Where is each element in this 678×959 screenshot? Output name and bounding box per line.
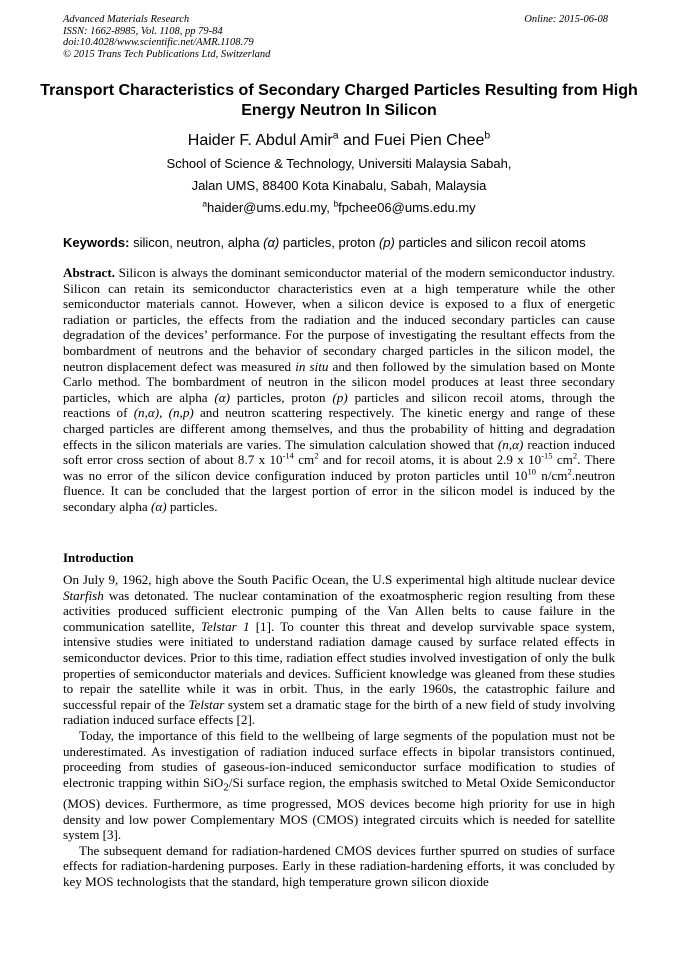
- keywords: [63, 235, 623, 250]
- text-segment: cm: [552, 452, 573, 468]
- text-segment: -14: [282, 450, 294, 461]
- text-segment: particles, proton: [279, 235, 379, 250]
- keywords-label: Keywords:: [63, 235, 130, 250]
- text-segment: silicon, neutron, alpha: [129, 235, 264, 250]
- emails: [40, 200, 638, 215]
- text-segment: (α): [214, 389, 231, 405]
- abstract: [63, 265, 615, 515]
- text-segment: (p): [378, 235, 395, 250]
- text-segment: Telstar: [188, 696, 225, 712]
- email-2-mark: b: [333, 198, 339, 209]
- email-1-mark: a: [202, 198, 208, 209]
- text-segment: cm: [293, 452, 315, 468]
- abstract-label: Abstract.: [63, 265, 115, 280]
- text-segment: particles, proton: [230, 389, 333, 405]
- text-segment: (p): [332, 389, 348, 405]
- text-segment: The subsequent demand for radiation-hardened CMOS devices further spurred on studies of surface effects for radiation-hardening purposes. Early in these radiation-hardening efforts, it was concluded by key MOS technologists that the standard, high temperature grown silicon dioxide: [63, 842, 615, 889]
- doi: doi:10.4028/www.scientific.net/AMR.1108.79: [63, 37, 254, 48]
- text-segment: and neutron scattering respectively. The kinetic energy and range of these charged particles are different among themselves, and thus the probability of hitting and degradation effects in the silicon materials are varies. The simulation calculation showed that: [63, 405, 615, 452]
- author-2: Fuei Pien Chee: [374, 132, 485, 149]
- paper-title: Transport Characteristics of Secondary Charged Particles Resulting from High Energy Neutron In Silicon: [40, 82, 638, 119]
- text-segment: 2: [567, 466, 572, 477]
- text-segment: (n,α), (n,p): [133, 405, 194, 421]
- text-segment: reaction induced soft error cross section of about 8.7 x 10: [63, 436, 615, 468]
- online-date: Online: 2015-06-08: [524, 14, 608, 25]
- text-segment: /Si surface region, the emphasis switched to Metal Oxide Semiconductor (MOS) devices. Furthermore, as time progressed, MOS devices become high priority for use in high density and low power Complementary MOS (CMOS) integrated circuits which is needed for satellite system [3].: [63, 774, 615, 843]
- paragraph: [63, 843, 615, 890]
- keywords-text: [129, 235, 585, 250]
- text-segment: (α): [150, 498, 167, 514]
- email-2[interactable]: fpchee06@ums.edu.my: [338, 200, 476, 215]
- text-segment: Today, the importance of this field to the wellbeing of large segments of the population must not be underestimated. As investigation of radiation induced surface effects in bipolar transistors continued, proceeding from studies of gaseous-ion-induced semiconductor surface modification to studies of electronic trapping within SiO: [63, 727, 615, 790]
- author-conjunction: and: [338, 132, 375, 149]
- text-segment: system set a dramatic stage for the birth of a new field of study involving radiation induced surface effects [2].: [63, 696, 615, 728]
- text-segment: particles.: [166, 498, 218, 514]
- text-segment: 2: [314, 450, 319, 461]
- copyright: © 2015 Trans Tech Publications Ltd, Switzerland: [63, 48, 271, 60]
- text-segment: (α): [263, 235, 280, 250]
- text-segment: particles and silicon recoil atoms: [394, 235, 586, 250]
- text-segment: (n,α): [497, 436, 524, 452]
- email-1[interactable]: haider@ums.edu.my,: [207, 200, 334, 215]
- author-2-mark: b: [484, 130, 491, 142]
- text-segment: and then followed by the simulation based on Monte Carlo method. The bombardment of neutron in the silicon model produces at least three secondary particles, which are alpha: [63, 358, 615, 405]
- text-segment: . There was no error of the silicon device configuration induced by proton particles until 10: [63, 452, 615, 483]
- text-segment: and for recoil atoms, it is about 2.9 x 10: [318, 452, 542, 468]
- text-segment: [1]. To counter this threat and develop survivable space system, intensive studies were initiated to understand radiation damage caused by surface related effects in semiconductor devices. Prior to this time, radiation effect studies involved investigation of only the bulk properties of semiconductor materials and devices. Sufficient knowledge was gleaned from these studies to repair the satellite while it was in orbit. Thus, in the early 1960s, the catastrophic failure and successful repair of the: [63, 618, 615, 712]
- affiliation-line-2: Jalan UMS, 88400 Kota Kinabalu, Sabah, Malaysia: [191, 178, 487, 193]
- text-segment: On July 9, 1962, high above the South Pacific Ocean, the U.S experimental high altitude nuclear device: [63, 572, 615, 587]
- section-heading-introduction: Introduction: [63, 550, 134, 565]
- author-1: Haider F. Abdul Amir: [187, 132, 333, 149]
- text-segment: Silicon is always the dominant semiconductor material of the modern semiconductor industry. Silicon can retain its semiconductor characteristics even at a high temperature while the other semiconductor materials cannot. However, when a silicon device is exposed to a flux of energetic radiation or particles, the effects from the radiation and the induced secondary particles can cause degradation of the devices’ performance. For the purpose of investigating the resultant effects from the bombardment of neutrons and the behavior of secondary charged particles in the silicon model, the neutron displacement defect was measured: [63, 265, 615, 374]
- text-segment: 2: [572, 450, 578, 461]
- text-segment: was detonated. The nuclear contamination of the exoatmospheric region resulting from these activities produced sufficient electronic pumping of the Van Allen belts to cause failure in the communication satellite,: [63, 587, 615, 634]
- introduction-body: [63, 572, 615, 889]
- text-segment: -15: [541, 450, 553, 461]
- affiliation-line-1: School of Science & Technology, Universiti Malaysia Sabah,: [166, 156, 512, 171]
- text-segment: 10: [527, 466, 536, 477]
- authors: [40, 132, 638, 150]
- text-segment: Starfish: [63, 587, 104, 603]
- text-segment: .neutron fluence. It can be concluded that the largest portion of error in the silicon model is induced by the secondary alpha: [63, 467, 615, 514]
- issn: ISSN: 1662-8985, Vol. 1108, pp 79-84: [63, 25, 223, 37]
- text-segment: in situ: [295, 358, 329, 374]
- text-segment: n/cm: [535, 467, 568, 483]
- text-segment: 2: [223, 781, 229, 794]
- paragraph: [63, 728, 615, 843]
- text-segment: Telstar 1: [200, 618, 250, 634]
- abstract-text: [63, 265, 615, 514]
- journal-header: [63, 14, 270, 60]
- author-1-mark: a: [332, 130, 339, 142]
- paragraph: [63, 572, 615, 728]
- journal-name: Advanced Materials Research: [63, 14, 190, 25]
- text-segment: particles and silicon recoil atoms, through the reactions of: [63, 389, 615, 421]
